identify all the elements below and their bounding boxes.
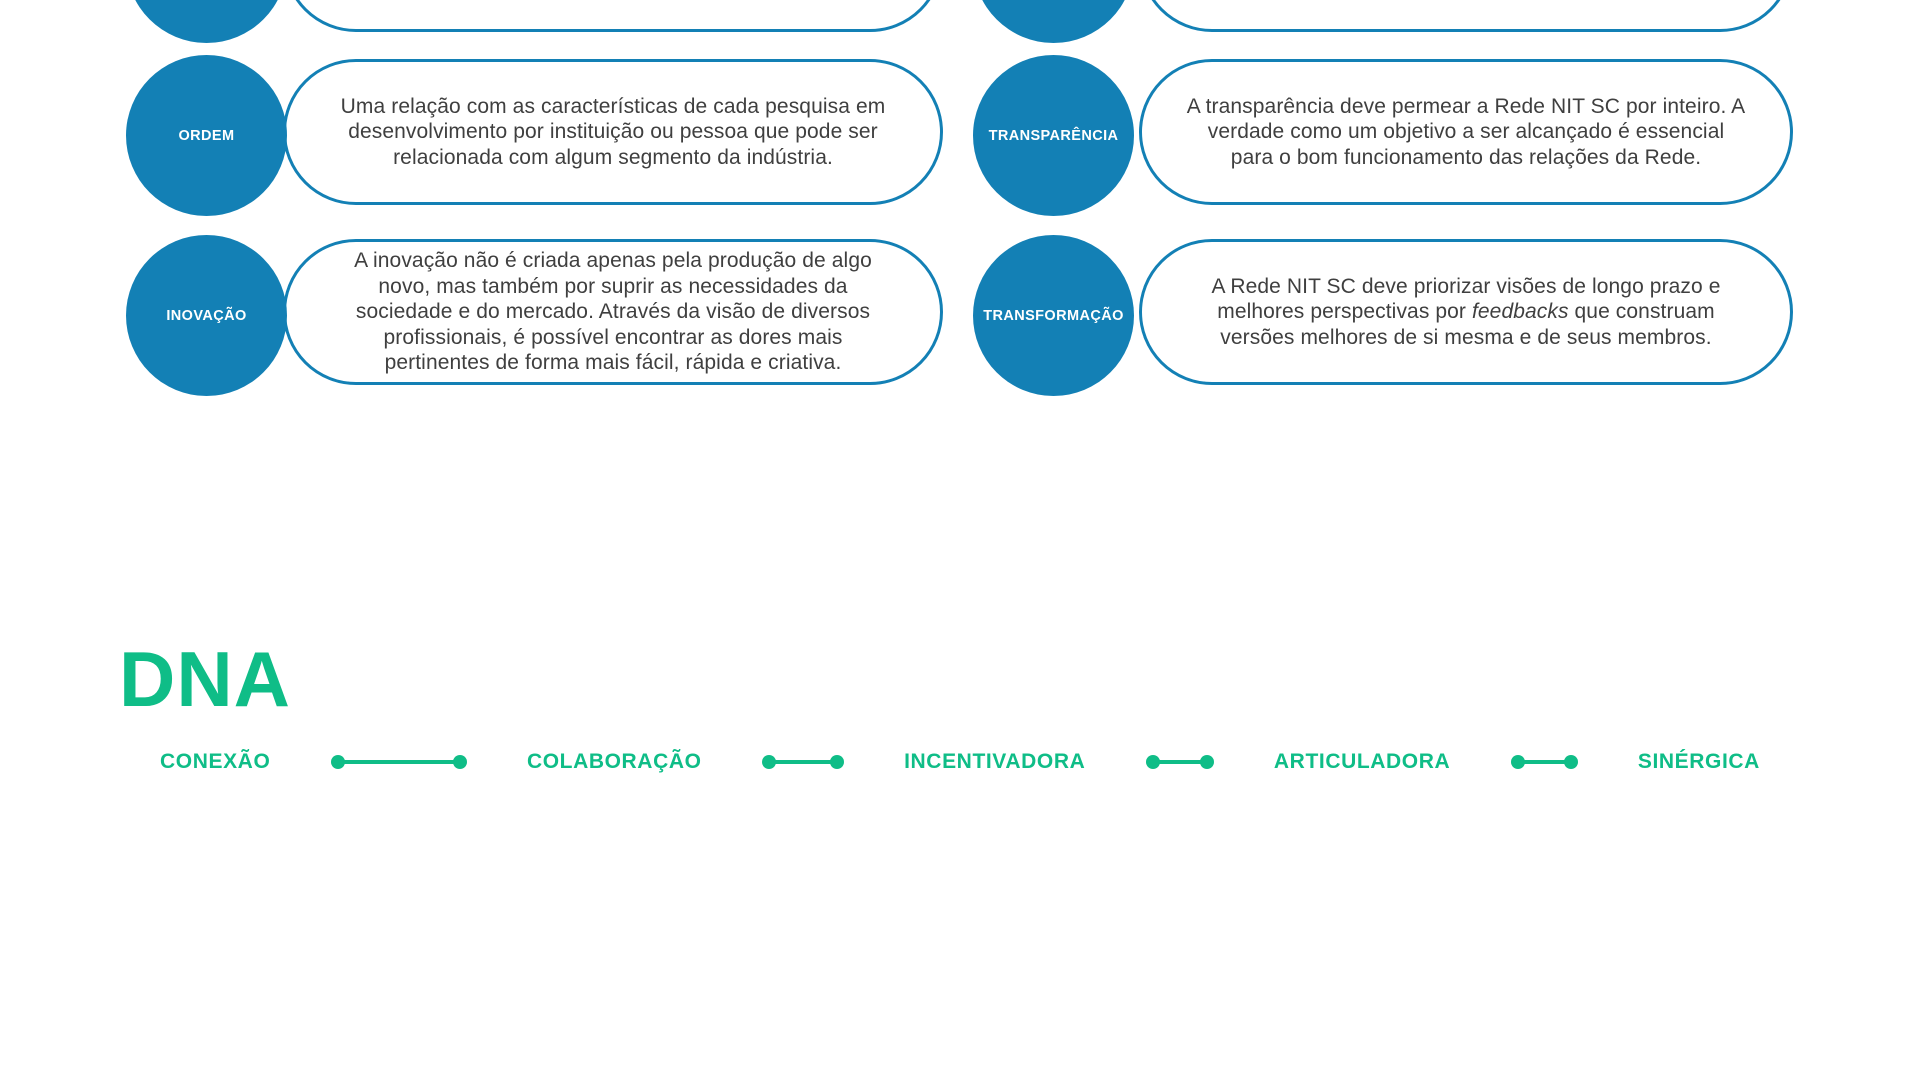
value-description-bubble (283, 0, 943, 32)
value-circle-label: TRANSFORMAÇÃO (983, 307, 1124, 324)
value-description: Uma relação com as características de cada pesquisa em desenvolvimento por instituição ou pessoa que pode ser relacionada com algum segmento da indústria. (340, 94, 886, 169)
value-circle (973, 0, 1134, 43)
dna-connector (762, 755, 844, 769)
connector-dot-icon (1564, 755, 1578, 769)
value-circle-label: ORDEM (178, 127, 235, 144)
value-description-bubble (1139, 59, 1793, 205)
dna-item-articuladora: ARTICULADORA (1273, 750, 1451, 773)
value-description-bubble (1139, 0, 1793, 32)
dna-item-sinergica: SINÉRGICA (1637, 750, 1760, 773)
value-description-part: A Rede NIT SC deve priorizar visões de longo prazo e melhores perspectivas por (1211, 274, 1721, 324)
connector-dot-icon (830, 755, 844, 769)
value-circle (126, 55, 287, 216)
value-description-bubble (283, 239, 943, 385)
value-circle-label: TRANSPARÊNCIA (988, 127, 1119, 144)
dna-items-row (160, 750, 1760, 774)
value-circle-label: INOVAÇÃO (166, 307, 247, 324)
value-description-bubble (283, 59, 943, 205)
value-circle (973, 235, 1134, 396)
dna-connector (1146, 755, 1214, 769)
connector-line (774, 760, 832, 764)
connector-line (1158, 760, 1202, 764)
dna-item-incentivadora: INCENTIVADORA (904, 750, 1086, 773)
connector-line (1523, 760, 1566, 764)
value-circle (126, 0, 287, 43)
value-description: A transparência deve permear a Rede NIT SC por inteiro. A verdade como um objetivo a ser alcançado é essencial para o bom funcionamento das relações da Rede. (1186, 94, 1746, 169)
value-description: A inovação não é criada apenas pela produção de algo novo, mas também por suprir as necessidades da sociedade e do mercado. Através da visão de diversos profissionais, é possível encontrar as dores mais pertinentes de forma mais fácil, rápida e criativa. (354, 248, 872, 375)
connector-dot-icon (1200, 755, 1214, 769)
value-description-part: que construam versões melhores de si mesma e de seus membros. (1220, 300, 1715, 349)
connector-dot-icon (453, 755, 467, 769)
value-description (1186, 274, 1746, 351)
value-circle (126, 235, 287, 396)
dna-title: DNA (119, 635, 291, 723)
dna-connector (331, 755, 467, 769)
dna-item-conexao: CONEXÃO (160, 750, 271, 773)
connector-line (343, 760, 455, 764)
dna-connector (1511, 755, 1578, 769)
dna-item-colaboracao: COLABORAÇÃO (526, 750, 702, 773)
value-circle (973, 55, 1134, 216)
value-description-italic: feedbacks (1471, 300, 1569, 324)
value-description-bubble (1139, 239, 1793, 385)
